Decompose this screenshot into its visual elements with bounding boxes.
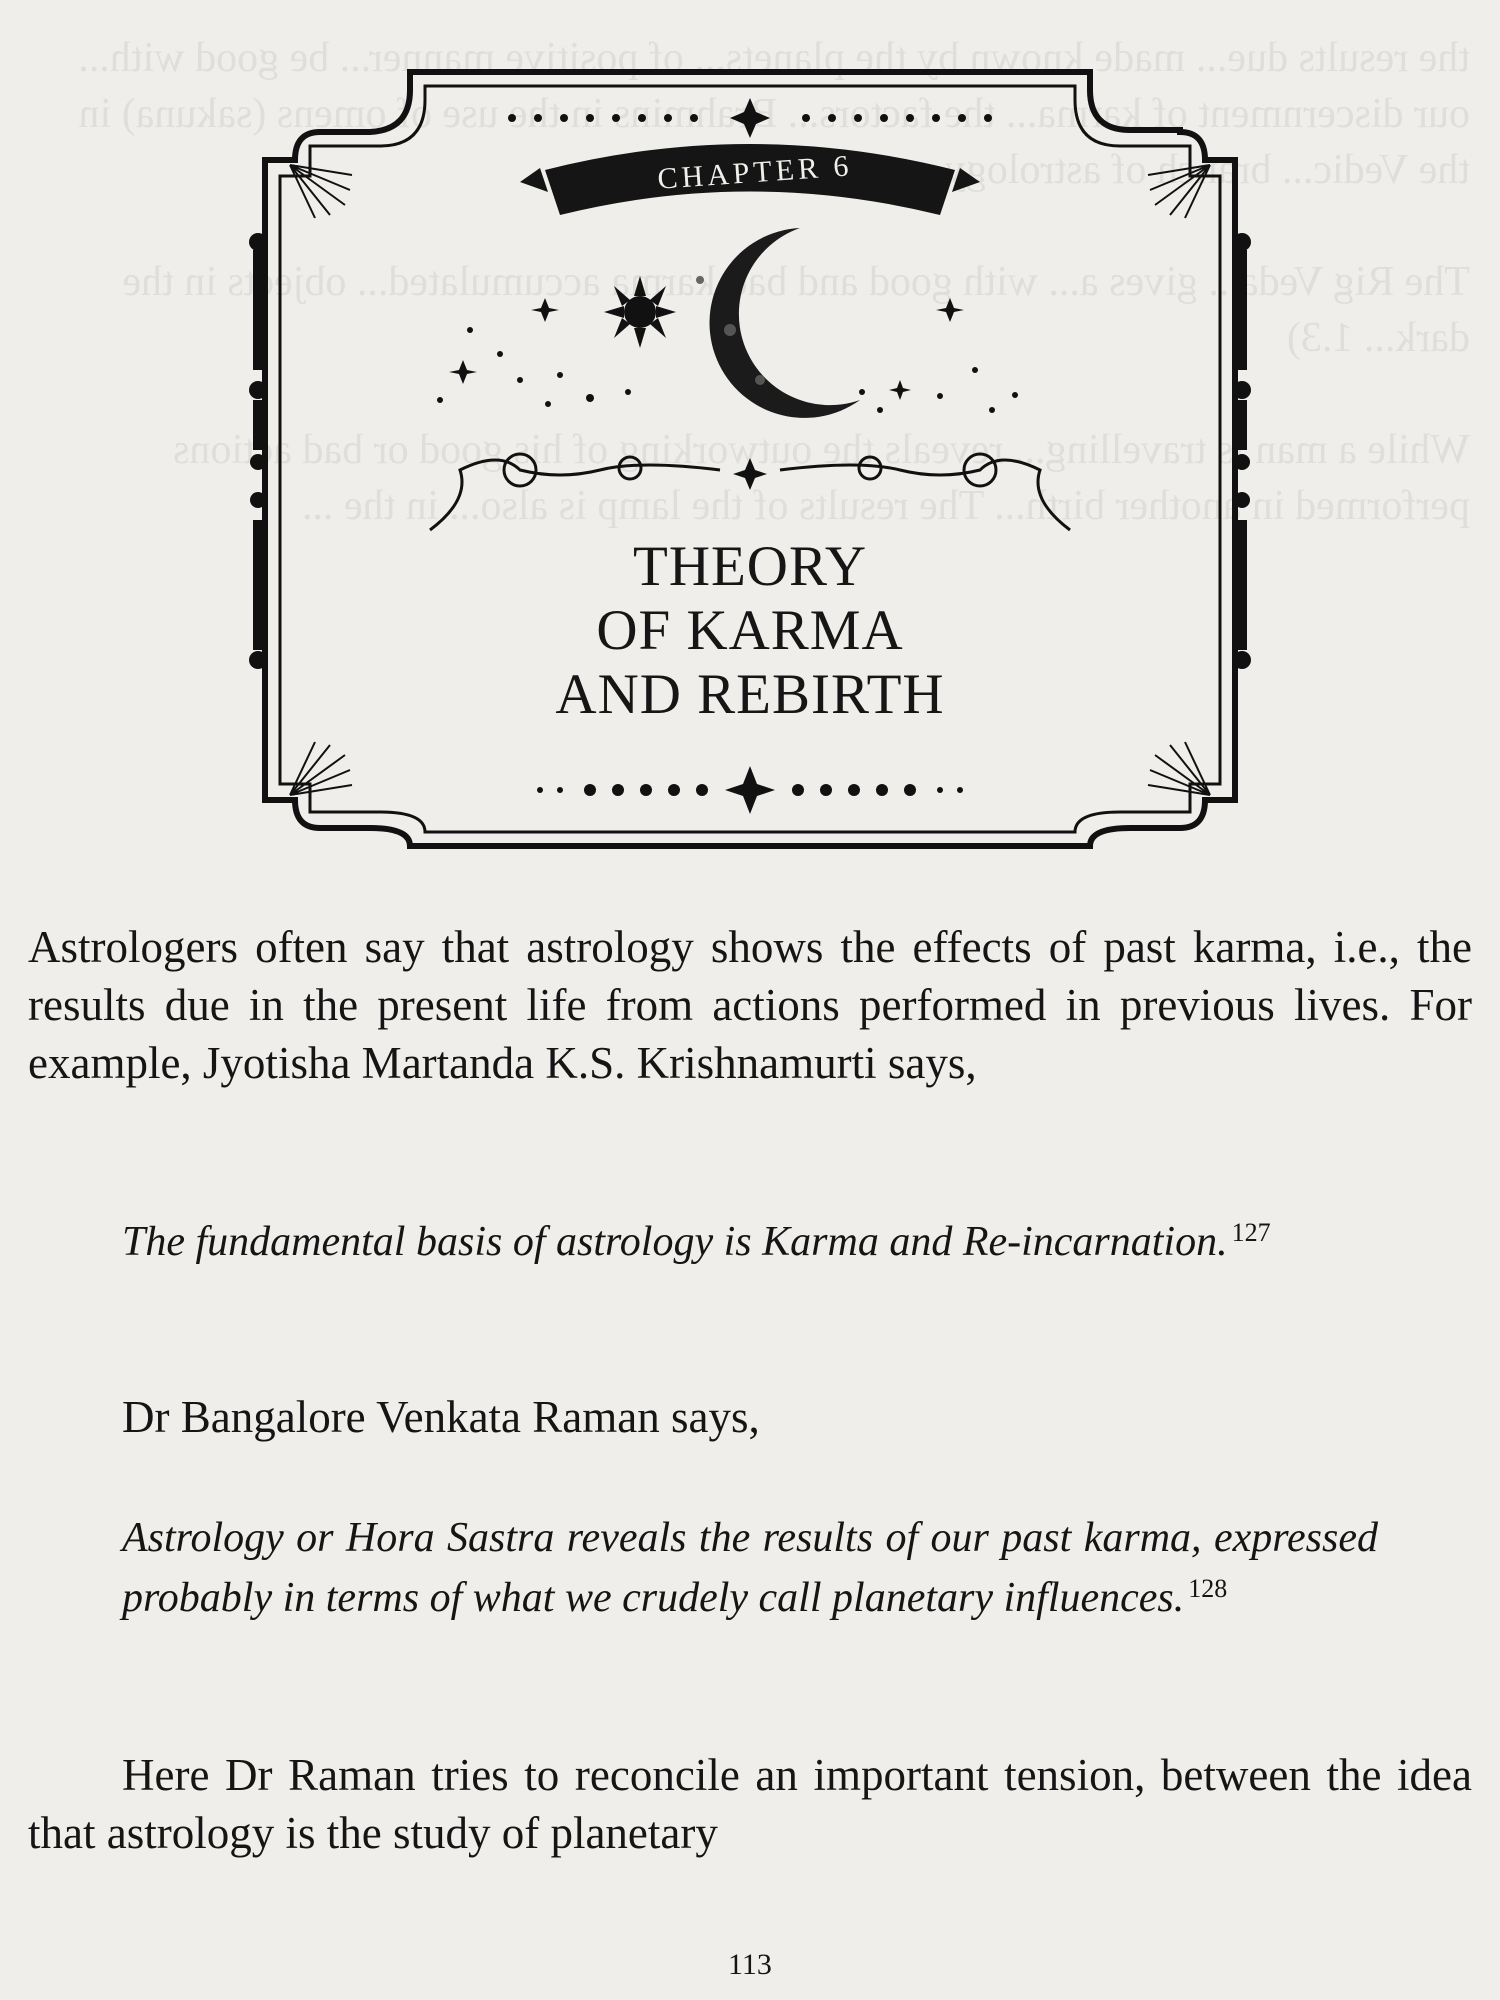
footnote-ref: 127 — [1231, 1218, 1271, 1247]
quote-text: The fundamental basis of astrology is Karma and Re-incarnation. — [122, 1219, 1228, 1265]
footnote-ref: 128 — [1188, 1574, 1228, 1603]
crescent-moon-icon — [696, 228, 860, 418]
sun-icon — [604, 276, 676, 348]
quote-raman — [122, 1508, 1378, 1628]
page-number: 113 — [728, 1948, 772, 1981]
chapter-title-line: AND REBIRTH — [555, 663, 945, 726]
star-icon — [730, 98, 770, 138]
quote-text: Astrology or Hora Sastra reveals the results of our past karma, expressed probably in terms of what we crudely call planetary influences. — [122, 1515, 1378, 1621]
bottom-dot-row — [537, 766, 963, 814]
chapter-label: CHAPTER 6 — [656, 149, 854, 196]
quote-krishnamurti — [122, 1212, 1378, 1272]
bleed-through-text: the results due... made known by the planets... of positive manner... be good with... our discernment of karma... the factors... Brahmins in the use of omens (sakuna) in the Vedic... branch of astrology. The Rig Veda... gives a... with good and bad karma accumulated... objects in the dark... 1.3) While a man is travelling... reveals the outworking of his good or bad actions performed in another birth... The results of the lamp is also... in the ... — [78, 35, 1470, 529]
flourish-star — [733, 458, 767, 490]
chapter-title-line: OF KARMA — [596, 599, 904, 662]
closing-paragraph: Here Dr Raman tries to reconcile an important tension, between the idea that astrology is the study of planetary — [28, 1750, 1472, 1858]
intro-paragraph: Astrologers often say that astrology shows the effects of past karma, i.e., the results due in the present life from actions performed in previous lives. For example, Jyotisha Martanda K.S. Krishnamurti says, — [28, 922, 1472, 1088]
chapter-title — [400, 535, 1100, 727]
raman-intro: Dr Bangalore Venkata Raman says, — [122, 1392, 760, 1442]
chapter-ornament — [0, 0, 1500, 860]
chapter-title-line: THEORY — [633, 535, 867, 598]
